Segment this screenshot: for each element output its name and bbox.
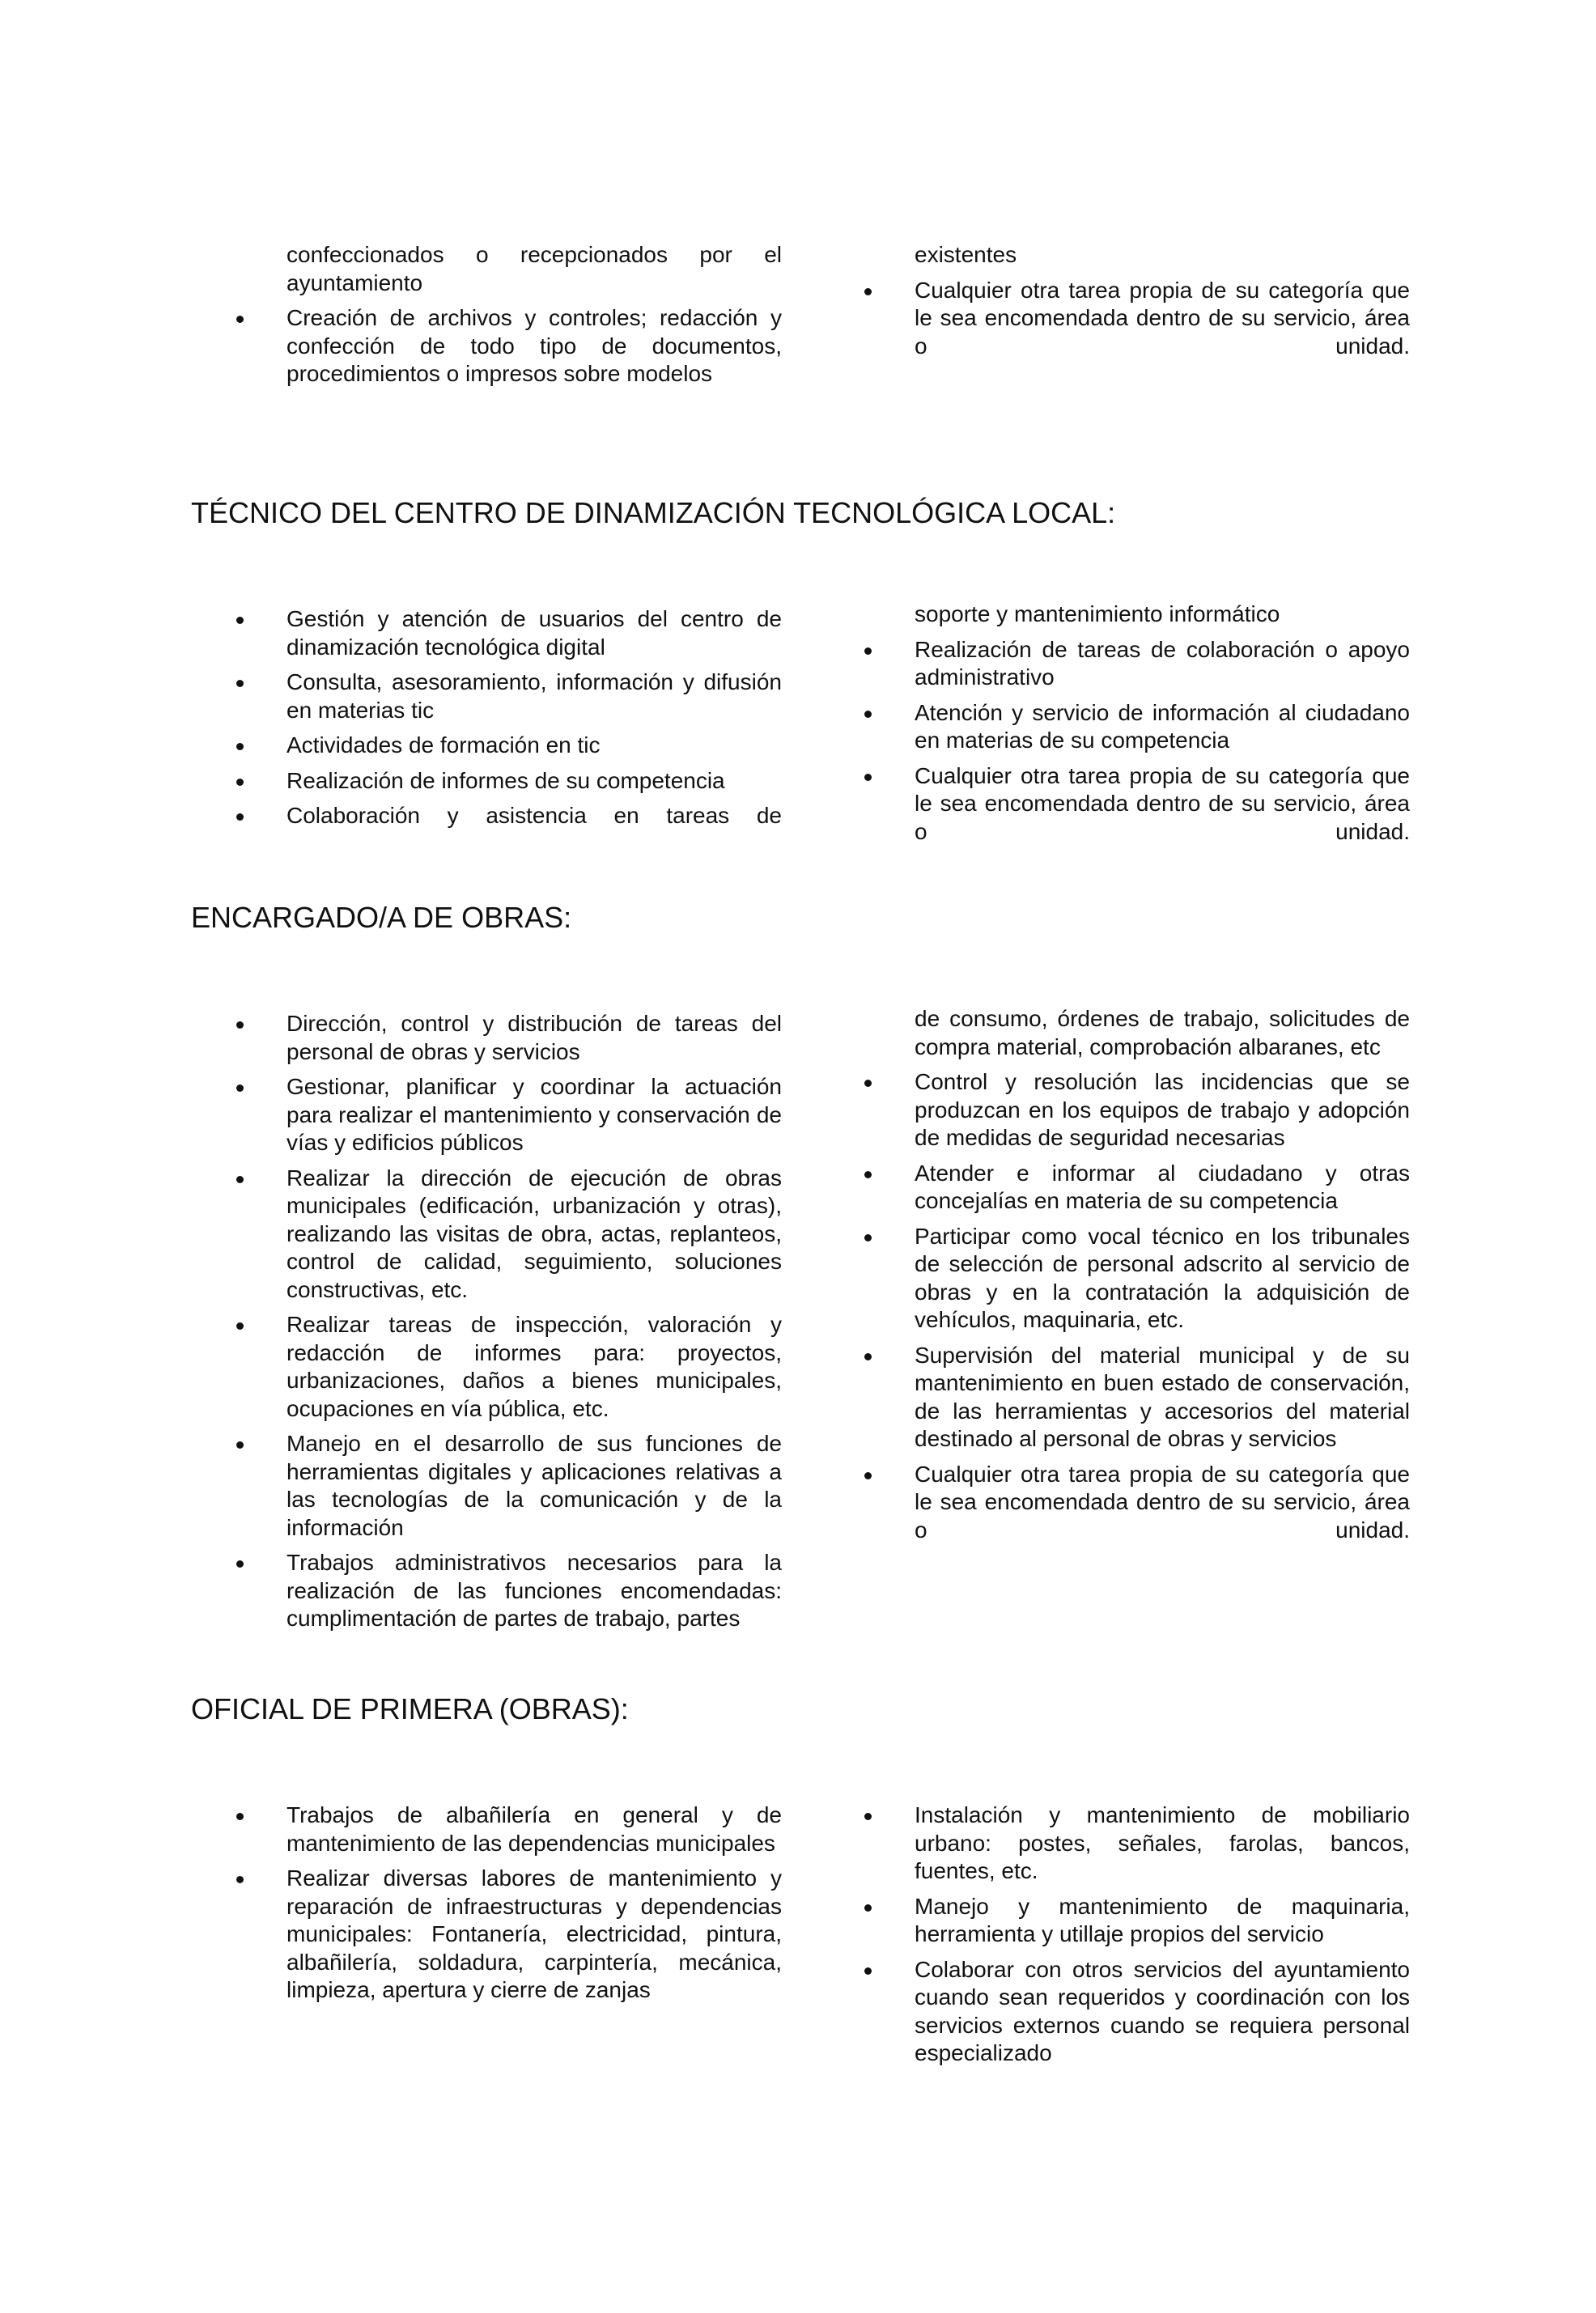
list-item: [191, 1073, 782, 1157]
list-item: [191, 1549, 782, 1633]
list-item-text: Cualquier otra tarea propia de su categoría que le sea encomendada dentro de su servicio, área o unidad.: [915, 277, 1410, 359]
list-item-text: Gestión y atención de usuarios del centro de dinamización tecnológica digital: [287, 606, 782, 660]
list-item: [819, 1461, 1410, 1545]
list-item: [191, 304, 782, 388]
list-item-text: Colaboración y asistencia en tareas de: [287, 803, 782, 828]
bullet-icon: [236, 743, 244, 750]
list-item-text: Consulta, asesoramiento, información y difusión en materias tic: [287, 669, 782, 723]
s3-left-column: [191, 1802, 782, 2012]
list-item-text: Cualquier otra tarea propia de su categoría que le sea encomendada dentro de su servicio, área o unidad.: [915, 1461, 1410, 1543]
list-item: [819, 1342, 1410, 1454]
list-item-text: Realizar la dirección de ejecución de obras municipales (edificación, urbanización y otras), realizando las visitas de obra, actas, replanteos, control de calidad, seguimiento, soluciones constructivas, etc.: [287, 1165, 782, 1302]
list-item: [819, 762, 1410, 847]
list-item: [191, 802, 782, 830]
list-item-text: Atención y servicio de información al ciudadano en materias de su competencia: [915, 699, 1410, 753]
list-item: [819, 699, 1410, 755]
list-item: existentes: [915, 242, 1017, 267]
bullet-icon: [236, 1876, 244, 1883]
list-item: [819, 1223, 1410, 1335]
bullet-icon: [864, 1080, 872, 1087]
list-item: [191, 1865, 782, 2005]
bullet-icon: [236, 1322, 244, 1330]
bullet-icon: [236, 779, 244, 786]
bullet-icon: [864, 711, 872, 718]
bullet-icon: [864, 1967, 872, 1975]
section-title-oficial: OFICIAL DE PRIMERA (OBRAS):: [191, 1692, 629, 1725]
bullet-icon: [236, 813, 244, 821]
list-item-text: Realización de tareas de colaboración o apoyo administrativo: [915, 636, 1410, 690]
bullet-icon: [864, 1171, 872, 1178]
list-item: [191, 1165, 782, 1305]
list-item: [191, 1430, 782, 1542]
s1-left-column: [191, 605, 782, 838]
section-title-encargado: ENCARGADO/A DE OBRAS:: [191, 901, 572, 934]
bullet-icon: [864, 1472, 872, 1479]
list-item: [191, 767, 782, 796]
list-item: soporte y mantenimiento informático: [915, 601, 1280, 626]
bullet-icon: [236, 680, 244, 687]
list-item-text: Cualquier otra tarea propia de su categoría que le sea encomendada dentro de su servicio, área o unidad.: [915, 762, 1410, 844]
list-item-text: Colaborar con otros servicios del ayuntamiento cuando sean requeridos y coordinación con los servicios externos cuando se requiera personal especializado: [915, 1956, 1410, 2065]
s0-right-column: [819, 241, 1410, 367]
list-item: [819, 636, 1410, 692]
list-item-text: Creación de archivos y controles; redacción y confección de todo tipo de documentos, procedimientos o impresos sobre modelos: [287, 305, 782, 386]
s1-right-column: [819, 601, 1410, 853]
list-item-text: Dirección, control y distribución de tareas del personal de obras y servicios: [287, 1011, 782, 1064]
s0-left-column: [191, 241, 782, 396]
list-item-text: Realización de informes de su competencia: [287, 767, 725, 793]
bullet-icon: [236, 1176, 244, 1183]
bullet-icon: [236, 1813, 244, 1820]
s3-right-column: [819, 1802, 1410, 2075]
s2-left-column: [191, 1010, 782, 1640]
bullet-icon: [864, 1813, 872, 1820]
list-item-text: Gestionar, planificar y coordinar la actuación para realizar el mantenimiento y conservación de vías y edificios públicos: [287, 1074, 782, 1155]
list-item-text: Atender e informar al ciudadano y otras concejalías en materia de su competencia: [915, 1160, 1410, 1213]
section-title-tecnico: TÉCNICO DEL CENTRO DE DINAMIZACIÓN TECNOLÓGICA LOCAL:: [191, 496, 1116, 529]
list-item: [191, 1802, 782, 1857]
list-item: [191, 1010, 782, 1066]
list-item: [819, 1893, 1410, 1949]
bullet-icon: [864, 647, 872, 655]
list-item-text: Trabajos de albañilería en general y de mantenimiento de las dependencias municipales: [287, 1802, 782, 1856]
list-item-text: Manejo en el desarrollo de sus funciones de herramientas digitales y aplicaciones relativas a las tecnologías de la comunicación y de la información: [287, 1431, 782, 1540]
list-item-text: Realizar tareas de inspección, valoración y redacción de informes para: proyectos, urbanizaciones, daños a bienes municipales, ocupaciones en vía pública, etc.: [287, 1312, 782, 1421]
list-item: [191, 1311, 782, 1423]
bullet-icon: [236, 1021, 244, 1029]
list-item-text: Manejo y mantenimiento de maquinaria, herramienta y utillaje propios del servicio: [915, 1893, 1410, 1946]
list-item: [819, 1068, 1410, 1152]
list-item-text: Realizar diversas labores de mantenimiento y reparación de infraestructuras y dependencias municipales: Fontanería, electricidad, pintura, albañilería, soldadura, carpintería, mecánica, limpieza, apertura y cierre de zanjas: [287, 1865, 782, 2002]
list-item: [191, 605, 782, 661]
list-item: de consumo, órdenes de trabajo, solicitudes de compra material, comprobación albaranes, etc: [915, 1006, 1410, 1059]
bullet-icon: [864, 1353, 872, 1360]
list-item: [819, 1160, 1410, 1216]
bullet-icon: [236, 617, 244, 624]
bullet-icon: [864, 1904, 872, 1912]
list-item-text: Actividades de formación en tic: [287, 732, 601, 758]
list-item: [191, 668, 782, 724]
list-item: [819, 1802, 1410, 1886]
list-item-text: Supervisión del material municipal y de su mantenimiento en buen estado de conservación, de las herramientas y accesorios del material destinado al personal de obras y servicios: [915, 1342, 1410, 1451]
bullet-icon: [236, 1560, 244, 1568]
list-item: [191, 732, 782, 760]
bullet-icon: [864, 288, 872, 295]
list-item-text: Trabajos administrativos necesarios para la realización de las funciones encomendadas: cumplimentación de partes de trabajo, partes: [287, 1550, 782, 1631]
list-item-text: Instalación y mantenimiento de mobiliario urbano: postes, señales, farolas, bancos, fuentes, etc.: [915, 1802, 1410, 1883]
list-item: [819, 1956, 1410, 2068]
list-item-text: Participar como vocal técnico en los tribunales de selección de personal adscrito al servicio de obras y en la contratación la adquisición de vehículos, maquinaria, etc.: [915, 1223, 1410, 1332]
bullet-icon: [864, 774, 872, 781]
bullet-icon: [236, 316, 244, 323]
list-item-text: Control y resolución las incidencias que se produzcan en los equipos de trabajo y adopción de medidas de seguridad necesarias: [915, 1069, 1410, 1150]
list-item: [819, 277, 1410, 361]
list-item: confeccionados o recepcionados por el ayuntamiento: [287, 242, 782, 295]
bullet-icon: [236, 1441, 244, 1449]
bullet-icon: [864, 1234, 872, 1241]
bullet-icon: [236, 1084, 244, 1092]
s2-right-column: [819, 1005, 1410, 1551]
